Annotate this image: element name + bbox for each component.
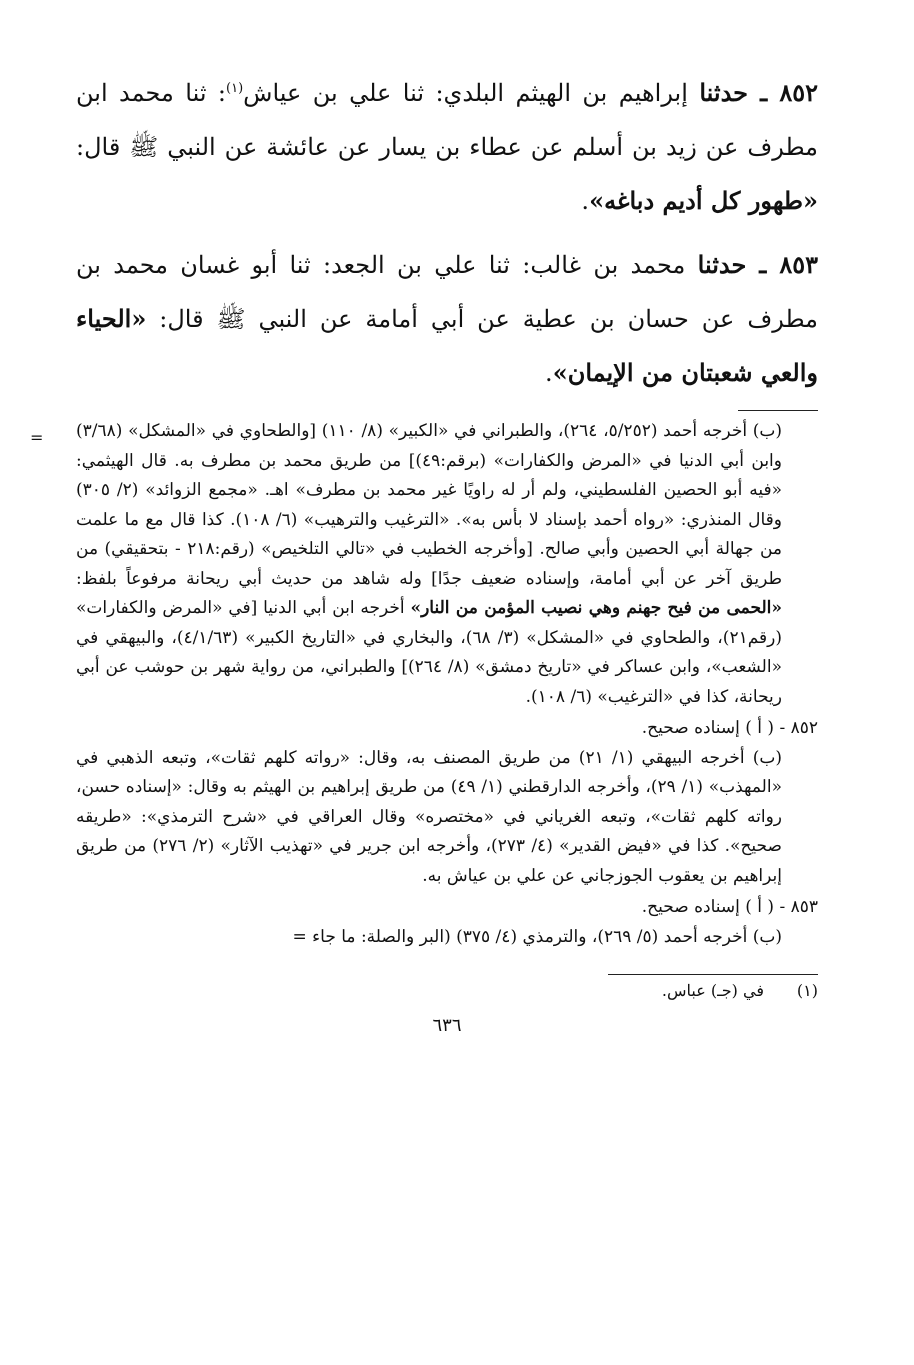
note-852-a: ٨٥٢ - ( أ ) إسناده صحيح.: [641, 718, 818, 738]
hadith-853-matn: «الحياء والعي شعبتان من الإيمان»: [76, 304, 818, 387]
hadith-number-853: ٨٥٣ ـ حدثنا: [697, 250, 818, 279]
takhrij-notes: [30, 417, 818, 952]
note-853-b: (ب) أخرجه أحمد (٥/ ٢٦٩)، والترمذي (٤/ ٣٧٥) (البر والصلة: ما جاء =: [292, 926, 782, 947]
hadith-852-isnad-b: : ثنا محمد ابن مطرف عن زيد بن أسلم عن عطاء بن يسار عن عائشة عن النبي ﷺ قال:: [76, 79, 818, 161]
footnote-number: (١): [796, 981, 818, 1000]
continuation-mark: =: [30, 428, 44, 447]
hadith-number-852: ٨٥٢ ـ حدثنا: [699, 78, 818, 107]
hadith-852-matn: «طهور كل أديم دباغه»: [589, 186, 818, 215]
page-number: ٦٣٦: [432, 1015, 462, 1036]
hadith-853-isnad: محمد بن غالب: ثنا علي بن الجعد: ثنا أبو غسان محمد بن مطرف عن حسان بن عطية عن أبي أمامة عن النبي ﷺ قال:: [76, 251, 818, 333]
separator-rule: [738, 410, 818, 411]
book-page: [30, 62, 818, 1036]
note-prev-b: (ب) أخرجه أحمد (٥/٢٥٢، ٢٦٤)، والطبراني في «الكبير» (٨/ ١١٠) [والطحاوي في «المشكل» (٣/٦٨) وابن أبي الدنيا في «المرض والكفارات» (برقم:٤٩)] من طريق محمد بن مطرف به. قال الهيثمي: «فيه أبو الحصين الفلسطيني، ولم أر له راويًا غير محمد بن مطرف» اهـ. «مجمع الزوائد» (٢/ ٣٠٥) وقال المنذري: «رواه أحمد بإسناد لا بأس به». «الترغيب والترهيب» (٦/ ١٠٨). كذا قال مع ما علمت من جهالة أبي الحصين وأبي صالح. [وأخرجه الخطيب في «تالي التلخيص» (رقم:٢١٨ - بتحقيقي) من طريق آخر عن أبي أمامة، وإسناده ضعيف جدًا] وله شاهد من حديث أبي ريحانة مرفوعاً بلفظ: «الحمى من فيح جهنم وهي نصيب المؤمن من النار» أخرجه ابن أبي الدنيا [في «المرض والكفارات» (رقم٢١)، والطحاوي في «المشكل» (٣/ ٦٨)، والبخاري في «التاريخ الكبير» (٤/١/٦٣)، والبيهقي في «الشعب»، وابن عساكر في «تاريخ دمشق» (٨/ ٢٦٤)] والطبراني، من رواية شهر بن حوشب عن أبي ريحانة، كذا في «الترغيب» (٦/ ١٠٨).: [76, 421, 782, 707]
footnote-rule: [608, 974, 818, 975]
hadith-852: ٨٥٢ ـ حدثنا إبراهيم بن الهيثم البلدي: ثنا علي بن عياش$^{(١)}$: ثنا محمد ابن مطرف عن زيد بن أسلم عن عطاء بن يسار عن عائشة عن النبي ﷺ قال: «طهور كل أديم دباغه».: [76, 78, 818, 215]
footnote-text: في (جـ) عباس.: [661, 981, 764, 1000]
hadith-852-isnad-a: إبراهيم بن الهيثم البلدي: ثنا علي بن عياش: [243, 79, 700, 107]
hadith-853: ٨٥٣ ـ حدثنا محمد بن غالب: ثنا علي بن الجعد: ثنا أبو غسان محمد بن مطرف عن حسان بن عطية عن أبي أمامة عن النبي ﷺ قال: «الحياء والعي شعبتان من الإيمان».: [76, 250, 818, 387]
note-prev-b-bold-matn: «الحمى من فيح جهنم وهي نصيب المؤمن من النار»: [410, 598, 782, 618]
note-852-b: (ب) أخرجه البيهقي (١/ ٢١) من طريق المصنف به، وقال: «رواته كلهم ثقات»، وتبعه الذهبي في «المهذب» (١/ ٢٩)، وأخرجه الدارقطني (١/ ٤٩) من طريق إبراهيم بن الهيثم به وقال: «إسناده حسن، رواته كلهم ثقات»، وتبعه الغرياني في «مختصره» وقال العراقي في «شرح الترمذي»: «طريقه صحيح». كذا في «فيض القدير» (٤/ ٢٧٣)، وأخرجه ابن جرير في «تهذيب الآثار» (٢/ ٢٧٦) من طريق إبراهيم بن يعقوب الجوزجاني عن علي بن عياش به.: [76, 747, 782, 886]
note-853-a: ٨٥٣ - ( أ ) إسناده صحيح.: [641, 897, 818, 917]
footnote-1: [76, 979, 818, 1003]
footnote-marker[interactable]: (١): [226, 81, 244, 96]
